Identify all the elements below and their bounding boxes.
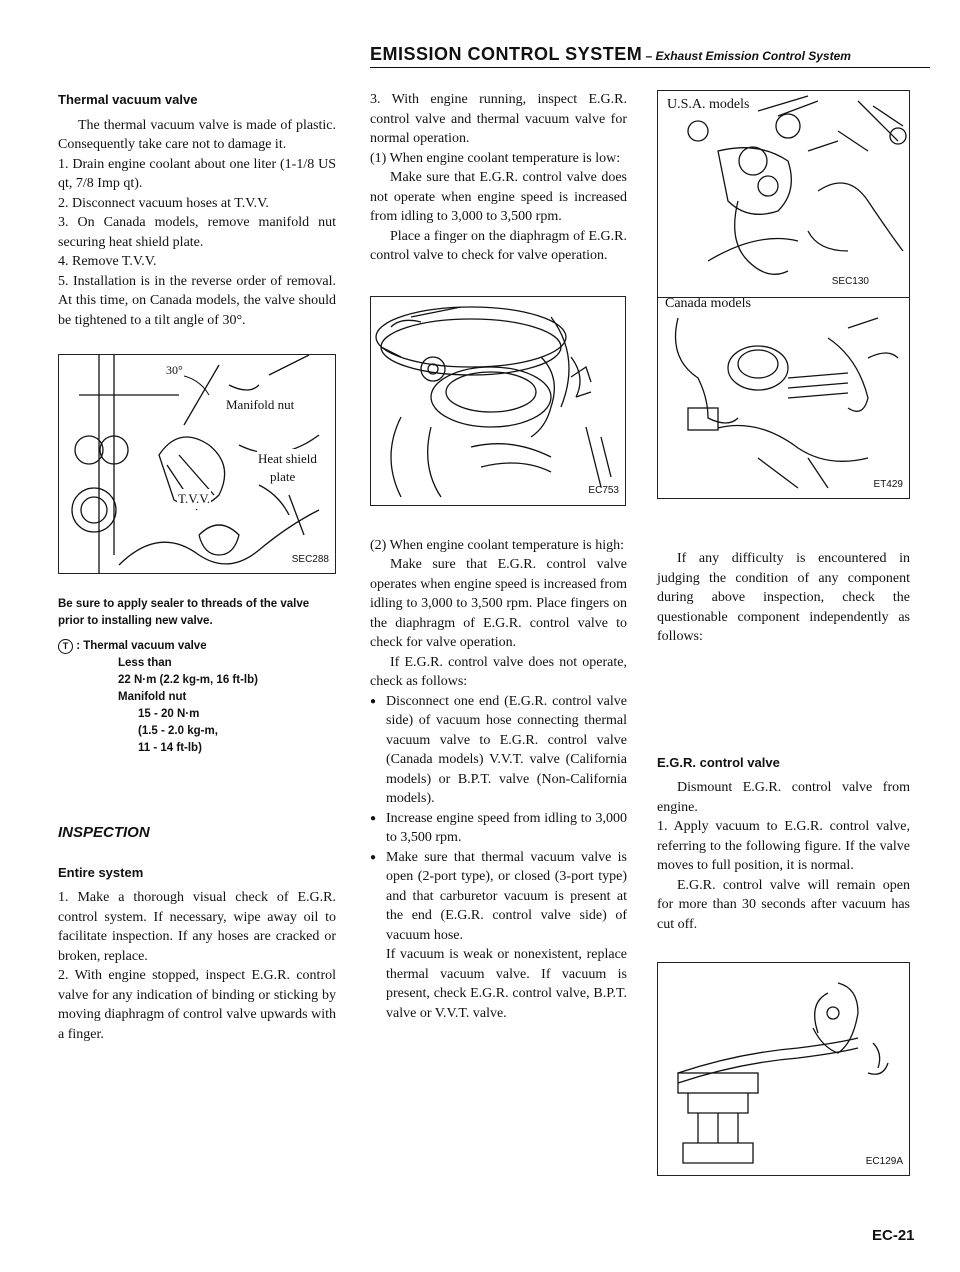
- fig-label-heat-shield: Heat shield: [257, 449, 318, 469]
- figure-tvv-install: [58, 354, 336, 574]
- column-middle: [370, 90, 627, 1023]
- figure-egr-finger: [370, 296, 626, 506]
- fig-label-tvv: T.V.V.: [177, 489, 211, 509]
- paragraph-replace: If vacuum is weak or nonexistent, replace thermal vacuum valve. If vacuum is present, check E.G.R. control valve, B.P.T. valve or V.V.T. valve.: [386, 947, 627, 1021]
- figure-egr-vacuum-test: [657, 962, 910, 1176]
- canada-models-illustration: [658, 298, 909, 498]
- figure-code: EC753: [588, 485, 619, 496]
- step-3-1-place: Place a finger on the diaphragm of E.G.R. control valve to check for valve operation.: [370, 228, 627, 263]
- step-3-2-check: If E.G.R. control valve does not operate, check as follows:: [370, 654, 627, 689]
- heading-entire-system: Entire system: [58, 864, 144, 880]
- fig-label-manifold-nut: Manifold nut: [225, 395, 295, 415]
- inspection-step-1: 1. Make a thorough visual check of E.G.R. control system. If necessary, wipe away oil to facilitate inspection. If any hoses are cracked or broken, replace.: [58, 890, 336, 964]
- egr-finger-illustration: [371, 297, 625, 505]
- inspection-step-2: 2. With engine stopped, inspect E.G.R. control valve for any indication of binding or sticking by moving diaphragm of control valve upwards with a finger.: [58, 968, 336, 1042]
- figure-code: SEC288: [291, 553, 329, 565]
- column-right: [657, 90, 910, 1176]
- torque-manifold-value-a: 15 - 20 N·m: [138, 708, 200, 720]
- torque-manifold-value-b: (1.5 - 2.0 kg-m,: [138, 725, 218, 737]
- header-subtitle: – Exhaust Emission Control System: [642, 49, 851, 63]
- step-1: 1. Drain engine coolant about one liter (1-1/8 US qt, 7/8 Imp qt).: [58, 156, 336, 191]
- step-3-running: 3. With engine running, inspect E.G.R. control valve and thermal vacuum valve for normal operation.: [370, 92, 627, 146]
- torque-tvv-value: 22 N·m (2.2 kg-m, 16 ft-lb): [118, 674, 258, 686]
- step-2: 2. Disconnect vacuum hoses at T.V.V.: [58, 195, 269, 211]
- figure-canada-models: [657, 297, 910, 499]
- caption-sealer: Be sure to apply sealer to threads of the valve prior to installing new valve.: [58, 598, 310, 627]
- paragraph-intro: The thermal vacuum valve is made of plastic. Consequently take care not to damage it.: [58, 117, 336, 152]
- step-4: 4. Remove T.V.V.: [58, 254, 157, 269]
- fig-label-plate: plate: [269, 467, 296, 487]
- bullet-make-sure: ● Make sure that thermal vacuum valve is open (2-port type), or closed (3-port type) and that carburetor vacuum is present at the end (E.G.R. control valve side) of vacuum hose.: [370, 848, 627, 946]
- fig-label-canada-models: Canada models: [664, 297, 752, 314]
- heading-inspection: INSPECTION: [58, 824, 150, 841]
- torque-tvv-less-than: Less than: [118, 657, 172, 669]
- paragraph-difficulty: If any difficulty is encountered in judging the condition of any component during above inspection, check the questionable component independently as follows:: [657, 551, 910, 644]
- heading-thermal-vacuum-valve: Thermal vacuum valve: [58, 92, 198, 107]
- torque-spec-tvv: [58, 638, 336, 655]
- step-3-2-text: Make sure that E.G.R. control valve operates when engine speed is increased from idling to 3,000 to 3,500 rpm. Place fingers on the diaphragm of E.G.R. control valve to check for valve operation.: [370, 557, 627, 650]
- torque-icon: T: [58, 639, 73, 654]
- figure-code: EC129A: [865, 1155, 903, 1167]
- page-header: [370, 44, 930, 68]
- egr-vacuum-illustration: [658, 963, 909, 1175]
- figure-usa-models: [657, 90, 910, 297]
- torque-manifold-value-c: 11 - 14 ft-lb): [138, 742, 202, 754]
- paragraph-dismount: Dismount E.G.R. control valve from engine.: [657, 780, 910, 815]
- header-title: EMISSION CONTROL SYSTEM: [370, 44, 643, 64]
- usa-models-illustration: [658, 91, 909, 297]
- header-rule: [370, 67, 930, 68]
- torque-label-tvv: : Thermal vacuum valve: [76, 640, 207, 652]
- page-number: EC-21: [872, 1227, 915, 1244]
- egr-step-remain-open: E.G.R. control valve will remain open for more than 30 seconds after vacuum has cut off.: [657, 877, 910, 932]
- fig-label-usa-models: U.S.A. models: [666, 95, 750, 115]
- step-3-1: (1) When engine coolant temperature is low:: [370, 150, 621, 166]
- figure-code-canada: ET429: [873, 478, 903, 490]
- egr-step-1: 1. Apply vacuum to E.G.R. control valve, referring to the following figure. If the valve moves to full position, it is normal.: [657, 819, 910, 873]
- bullet-disconnect: ● Disconnect one end (E.G.R. control valve side) of vacuum hose connecting thermal vacuum valve to E.G.R. control valve (Canada models) V.V.T. valve (California models) or B.P.T. valve (Non-California models).: [370, 692, 627, 809]
- column-left: [58, 90, 336, 1044]
- step-3-1-text: Make sure that E.G.R. control valve does not operate when engine speed is increased from idling to 3,000 to 3,500 rpm.: [370, 170, 627, 224]
- step-3-2: (2) When engine coolant temperature is high:: [370, 537, 624, 553]
- figure-code-usa: SEC130: [831, 275, 869, 287]
- torque-label-manifold-nut: Manifold nut: [118, 691, 187, 703]
- heading-egr-control-valve: E.G.R. control valve: [657, 754, 780, 770]
- step-3: 3. On Canada models, remove manifold nut securing heat shield plate.: [58, 215, 336, 250]
- step-5: 5. Installation is in the reverse order of removal. At this time, on Canada models, the valve should be tightened to a tilt angle of 30°.: [58, 273, 336, 328]
- fig-label-angle: 30°: [165, 361, 184, 381]
- bullet-increase-speed: ● Increase engine speed from idling to 3,000 to 3,500 rpm.: [370, 809, 627, 848]
